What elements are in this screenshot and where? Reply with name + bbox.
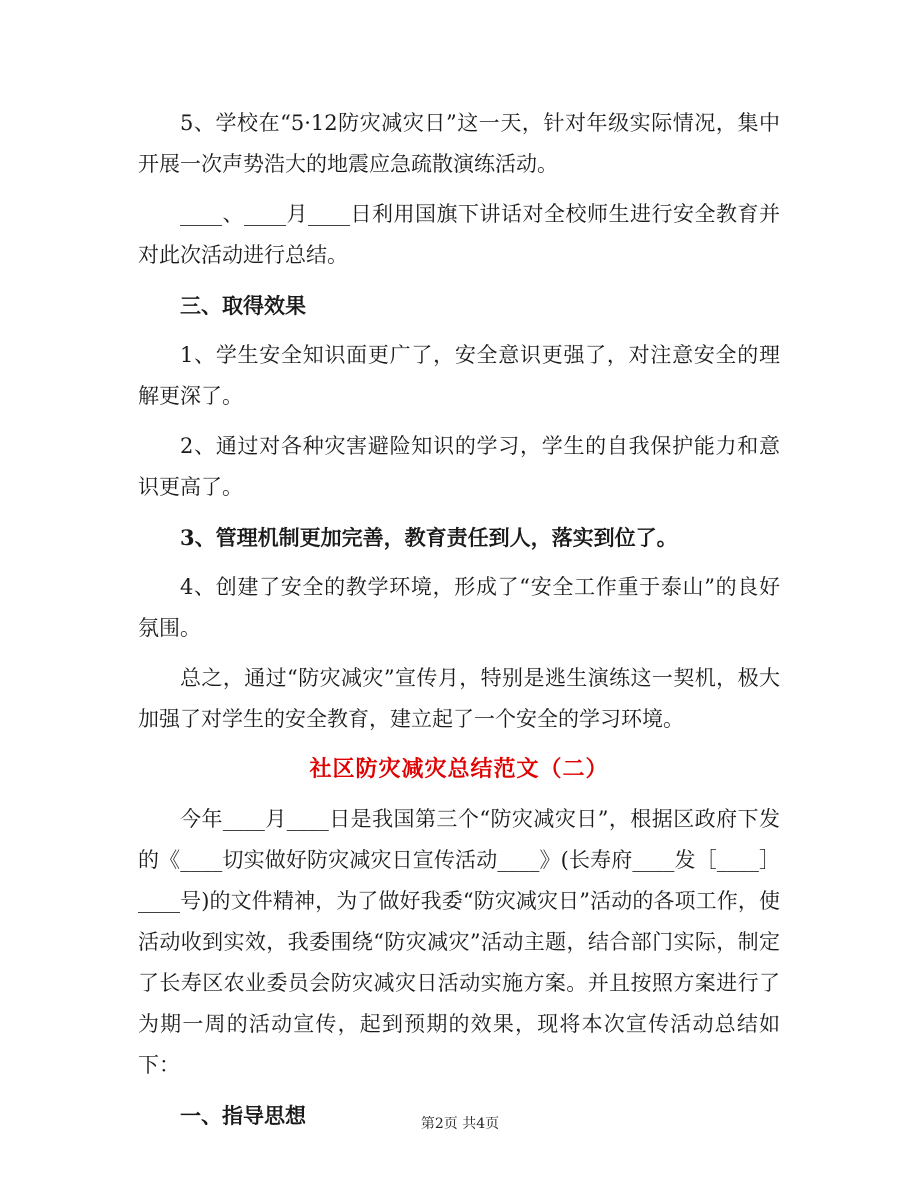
paragraph-conclusion: 总之，通过“防灾减灾”宣传月，特别是逃生演练这一契机，极大加强了对学生的安全教育，建立起了一个安全的学习环境。 [138, 666, 780, 731]
paragraph-result-1: 1、学生安全知识面更广了，安全意识更强了，对注意安全的理解更深了。 [138, 343, 780, 408]
paragraph-result-2: 2、通过对各种灾害避险知识的学习，学生的自我保护能力和意识更高了。 [138, 434, 780, 499]
paragraph-flag-speech: ____、____月____日利用国旗下讲话对全校师生进行安全教育并对此次活动进行总结。 [138, 202, 780, 267]
paragraph-result-3: 3、管理机制更加完善，教育责任到人，落实到位了。 [180, 525, 678, 550]
document-body [138, 103, 780, 1145]
section-heading-guiding-ideology: 一、指导思想 [180, 1103, 306, 1128]
section-heading-results: 三、取得效果 [180, 293, 306, 318]
page-number-footer: 第2页 共4页 [420, 1116, 500, 1132]
paragraph-result-4: 4、创建了安全的教学环境，形成了“安全工作重于泰山”的良好氛围。 [138, 575, 780, 640]
paragraph-drill-activity: 5、学校在“5·12防灾减灾日”这一天，针对年级实际情况，集中开展一次声势浩大的地震应急疏散演练活动。 [138, 111, 780, 176]
paragraph-intro: 今年____月____日是我国第三个“防灾减灾日”，根据区政府下发的《____切实做好防灾减灾日宣传活动____》(长寿府____发［____］____号)的文件精神，为了做好我委“防灾减灾日”活动的各项工作，使活动收到实效，我委围绕“防灾减灾”活动主题，结合部门实际，制定了长寿区农业委员会防灾减灾日活动实施方案。并且按照方案进行了为期一周的活动宣传，起到预期的效果，现将本次宣传活动总结如下： [138, 807, 780, 1077]
document-title-part-two: 社区防灾减灾总结范文（二） [309, 756, 609, 782]
